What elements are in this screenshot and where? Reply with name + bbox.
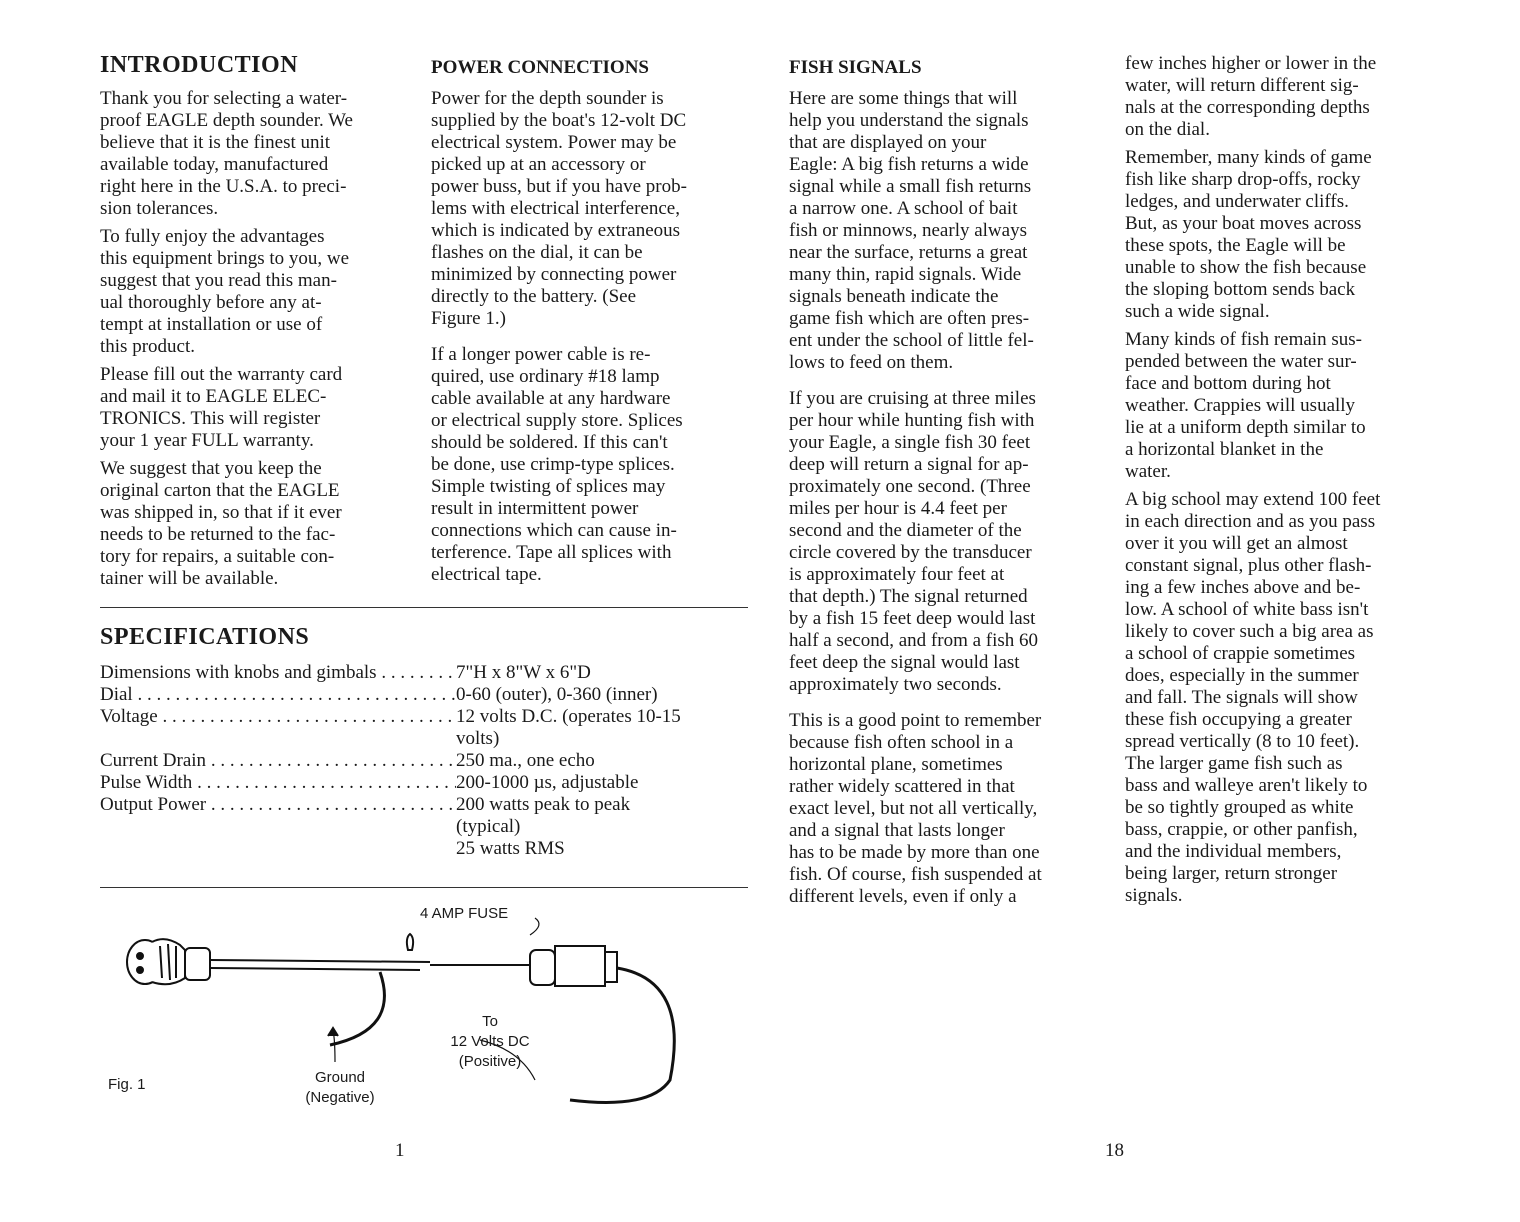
text-line: was shipped in, so that if it ever [100, 502, 342, 523]
text-line: electrical tape. [431, 564, 542, 585]
text-line: proximately one second. (Three [789, 476, 1031, 497]
text-line: face and bottom during hot [1125, 373, 1331, 394]
positive-label [420, 1012, 560, 1072]
spec-label [100, 772, 456, 794]
text-line: Remember, many kinds of game [1125, 147, 1372, 168]
text-line: is approximately four feet at [789, 564, 1005, 585]
specifications-table [100, 662, 740, 860]
text-line: water, will return different sig- [1125, 75, 1359, 96]
text-line: rather widely scattered in that [789, 776, 1015, 797]
spec-label-text: Pulse Width [100, 772, 193, 793]
text-line: electrical system. Power may be [431, 132, 677, 153]
spec-row [100, 684, 740, 706]
spec-value-line: 25 watts RMS [456, 838, 565, 859]
text-line: picked up at an accessory or [431, 154, 646, 175]
spec-value [456, 794, 630, 860]
paragraph [100, 364, 353, 452]
text-line: or electrical supply store. Splices [431, 410, 683, 431]
text-line: A big school may extend 100 feet [1125, 489, 1381, 510]
spec-label-text: Dimensions with knobs and gimbals [100, 662, 377, 683]
text-line: be done, use crimp-type splices. [431, 454, 675, 475]
text-line: constant signal, plus other flash- [1125, 555, 1372, 576]
ground-label [295, 1068, 385, 1108]
fish-signals-body [789, 88, 1042, 922]
text-line: bass, crappie, or other panfish, [1125, 819, 1358, 840]
paragraph [1125, 329, 1380, 483]
text-line: available today, manufactured [100, 154, 329, 175]
text-line: the sloping bottom sends back [1125, 279, 1356, 300]
text-line: that depth.) The signal returned [789, 586, 1028, 607]
spec-row [100, 772, 740, 794]
text-line: ledges, and underwater cliffs. [1125, 191, 1349, 212]
paragraph [100, 88, 353, 220]
text-line: TRONICS. This will register [100, 408, 321, 429]
power-connections-heading: POWER CONNECTIONS [431, 57, 649, 78]
text-line: weather. Crappies will usually [1125, 395, 1356, 416]
text-line: To fully enjoy the advantages [100, 226, 325, 247]
fuse-label: 4 AMP FUSE [420, 905, 509, 922]
text-line: ual thoroughly before any at- [100, 292, 322, 313]
label-line: (Negative) [305, 1089, 375, 1106]
text-line: these spots, the Eagle will be [1125, 235, 1346, 256]
text-line: proof EAGLE depth sounder. We [100, 110, 353, 131]
text-line: lows to feed on them. [789, 352, 954, 373]
text-line: circle covered by the transducer [789, 542, 1032, 563]
text-line: bass and walleye aren't likely to [1125, 775, 1368, 796]
text-line: result in intermittent power [431, 498, 639, 519]
text-line: minimized by connecting power [431, 264, 677, 285]
text-line: and the individual members, [1125, 841, 1342, 862]
text-line: a narrow one. A school of bait [789, 198, 1018, 219]
spec-value-line: volts) [456, 728, 500, 749]
text-line: in each direction and as you pass [1125, 511, 1376, 532]
label-line: 12 Volts DC [450, 1033, 530, 1050]
text-line: pended between the water sur- [1125, 351, 1357, 372]
spec-value [456, 706, 681, 750]
text-line: ing a few inches above and be- [1125, 577, 1361, 598]
introduction-body [100, 88, 353, 596]
divider [100, 607, 748, 608]
paragraph [100, 226, 353, 358]
text-line: supplied by the boat's 12-volt DC [431, 110, 687, 131]
text-line: which is indicated by extraneous [431, 220, 681, 241]
text-line: Simple twisting of splices may [431, 476, 666, 497]
text-line: a school of crappie sometimes [1125, 643, 1356, 664]
text-line: horizontal plane, sometimes [789, 754, 1003, 775]
figure-1-power-cable [90, 890, 710, 1120]
text-line: half a second, and from a fish 60 [789, 630, 1039, 651]
text-line: signals beneath indicate the [789, 286, 999, 307]
spec-value-line: 200-1000 µs, adjustable [456, 772, 639, 793]
power-connections-body [431, 88, 687, 600]
page-number-right: 18 [1105, 1140, 1124, 1161]
spec-row [100, 662, 740, 684]
text-line: The larger game fish such as [1125, 753, 1343, 774]
text-line: But, as your boat moves across [1125, 213, 1362, 234]
spec-value [456, 662, 591, 684]
text-line: miles per hour is 4.4 feet per [789, 498, 1007, 519]
text-line: your Eagle, a single fish 30 feet [789, 432, 1031, 453]
text-line: quired, use ordinary #18 lamp [431, 366, 660, 387]
text-line: help you understand the signals [789, 110, 1029, 131]
text-line: spread vertically (8 to 10 feet). [1125, 731, 1360, 752]
text-line: connections which can cause in- [431, 520, 677, 541]
text-line: does, especially in the summer [1125, 665, 1359, 686]
text-line: and mail it to EAGLE ELEC- [100, 386, 327, 407]
text-line: water. [1125, 461, 1171, 482]
text-line: fish or minnows, nearly always [789, 220, 1027, 241]
text-line: sion tolerances. [100, 198, 219, 219]
text-line: tory for repairs, a suitable con- [100, 546, 335, 567]
spec-label [100, 662, 456, 684]
text-line: fish. Of course, fish suspended at [789, 864, 1042, 885]
power-cable-illustration [90, 890, 710, 1120]
text-line: Figure 1.) [431, 308, 506, 329]
text-line: right here in the U.S.A. to preci- [100, 176, 347, 197]
text-line: We suggest that you keep the [100, 458, 322, 479]
text-line: be so tightly grouped as white [1125, 797, 1354, 818]
text-line: Thank you for selecting a water- [100, 88, 348, 109]
spec-label-text: Voltage [100, 706, 158, 727]
text-line: this product. [100, 336, 195, 357]
text-line: should be soldered. If this can't [431, 432, 668, 453]
text-line: your 1 year FULL warranty. [100, 430, 314, 451]
text-line: Here are some things that will [789, 88, 1018, 109]
paragraph [789, 88, 1042, 374]
text-line: feet deep the signal would last [789, 652, 1020, 673]
introduction-heading: INTRODUCTION [100, 52, 299, 78]
text-line: few inches higher or lower in the [1125, 53, 1377, 74]
text-line: terference. Tape all splices with [431, 542, 672, 563]
paragraph [1125, 53, 1380, 141]
text-line: tempt at installation or use of [100, 314, 323, 335]
spec-value [456, 684, 658, 706]
text-line: original carton that the EAGLE [100, 480, 340, 501]
text-line: Please fill out the warranty card [100, 364, 343, 385]
text-line: because fish often school in a [789, 732, 1014, 753]
text-line: ent under the school of little fel- [789, 330, 1034, 351]
text-line: near the surface, returns a great [789, 242, 1028, 263]
text-line: needs to be returned to the fac- [100, 524, 336, 545]
spec-label [100, 706, 456, 750]
figure-caption: Fig. 1 [108, 1076, 146, 1093]
spec-value [456, 772, 638, 794]
text-line: these fish occupying a greater [1125, 709, 1352, 730]
paragraph [431, 344, 687, 586]
text-line: and fall. The signals will show [1125, 687, 1358, 708]
text-line: low. A school of white bass isn't [1125, 599, 1369, 620]
spec-value-line: 7"H x 8"W x 6"D [456, 662, 591, 683]
text-line: that are displayed on your [789, 132, 987, 153]
text-line: If a longer power cable is re- [431, 344, 651, 365]
text-line: tainer will be available. [100, 568, 279, 589]
text-line: this equipment brings to you, we [100, 248, 350, 269]
text-line: game fish which are often pres- [789, 308, 1030, 329]
text-line: believe that it is the finest unit [100, 132, 331, 153]
text-line: such a wide signal. [1125, 301, 1270, 322]
spec-value [456, 750, 595, 772]
text-line: Eagle: A big fish returns a wide [789, 154, 1029, 175]
spec-value-line: 12 volts D.C. (operates 10-15 [456, 706, 681, 727]
spec-value-line: 250 ma., one echo [456, 750, 595, 771]
text-line: lie at a uniform depth similar to [1125, 417, 1366, 438]
divider [100, 887, 748, 888]
spec-row [100, 750, 740, 772]
text-line: has to be made by more than one [789, 842, 1040, 863]
text-line: different levels, even if only a [789, 886, 1017, 907]
paragraph [100, 458, 353, 590]
text-line: over it you will get an almost [1125, 533, 1348, 554]
text-line: signal while a small fish returns [789, 176, 1032, 197]
text-line: suggest that you read this man- [100, 270, 337, 291]
text-line: cable available at any hardware [431, 388, 671, 409]
page-number-left: 1 [395, 1140, 405, 1161]
text-line: per hour while hunting fish with [789, 410, 1035, 431]
text-line: on the dial. [1125, 119, 1210, 140]
text-line: and a signal that lasts longer [789, 820, 1005, 841]
text-line: Power for the depth sounder is [431, 88, 664, 109]
text-line: Many kinds of fish remain sus- [1125, 329, 1362, 350]
paragraph [1125, 489, 1380, 907]
spec-value-line: (typical) [456, 816, 521, 837]
label-line: (Positive) [458, 1053, 522, 1070]
text-line: directly to the battery. (See [431, 286, 637, 307]
fish-signals-continued [1125, 53, 1380, 913]
spec-label-text: Current Drain [100, 750, 207, 771]
text-line: being larger, return stronger [1125, 863, 1338, 884]
text-line: If you are cruising at three miles [789, 388, 1036, 409]
spec-value-line: 200 watts peak to peak [456, 794, 631, 815]
paragraph [431, 88, 687, 330]
text-line: unable to show the fish because [1125, 257, 1367, 278]
specifications-heading: SPECIFICATIONS [100, 624, 310, 650]
spec-label [100, 684, 456, 706]
text-line: signals. [1125, 885, 1183, 906]
text-line: exact level, but not all vertically, [789, 798, 1038, 819]
text-line: power buss, but if you have prob- [431, 176, 687, 197]
fish-signals-heading: FISH SIGNALS [789, 57, 922, 78]
paragraph [789, 710, 1042, 908]
text-line: deep will return a signal for ap- [789, 454, 1029, 475]
label-line: To [482, 1013, 498, 1030]
spec-label-text: Dial [100, 684, 133, 705]
spec-label [100, 750, 456, 772]
spec-row [100, 794, 740, 860]
label-line: Ground [314, 1069, 366, 1086]
text-line: many thin, rapid signals. Wide [789, 264, 1022, 285]
text-line: This is a good point to remember [789, 710, 1042, 731]
text-line: approximately two seconds. [789, 674, 1002, 695]
spec-value-line: 0-60 (outer), 0-360 (inner) [456, 684, 658, 705]
paragraph [789, 388, 1042, 696]
spec-row [100, 706, 740, 750]
paragraph [1125, 147, 1380, 323]
text-line: likely to cover such a big area as [1125, 621, 1374, 642]
spec-label [100, 794, 456, 860]
text-line: fish like sharp drop-offs, rocky [1125, 169, 1361, 190]
text-line: flashes on the dial, it can be [431, 242, 643, 263]
text-line: second and the diameter of the [789, 520, 1022, 541]
text-line: by a fish 15 feet deep would last [789, 608, 1036, 629]
text-line: nals at the corresponding depths [1125, 97, 1370, 118]
text-line: a horizontal blanket in the [1125, 439, 1324, 460]
text-line: lems with electrical interference, [431, 198, 680, 219]
spec-label-text: Output Power [100, 794, 207, 815]
